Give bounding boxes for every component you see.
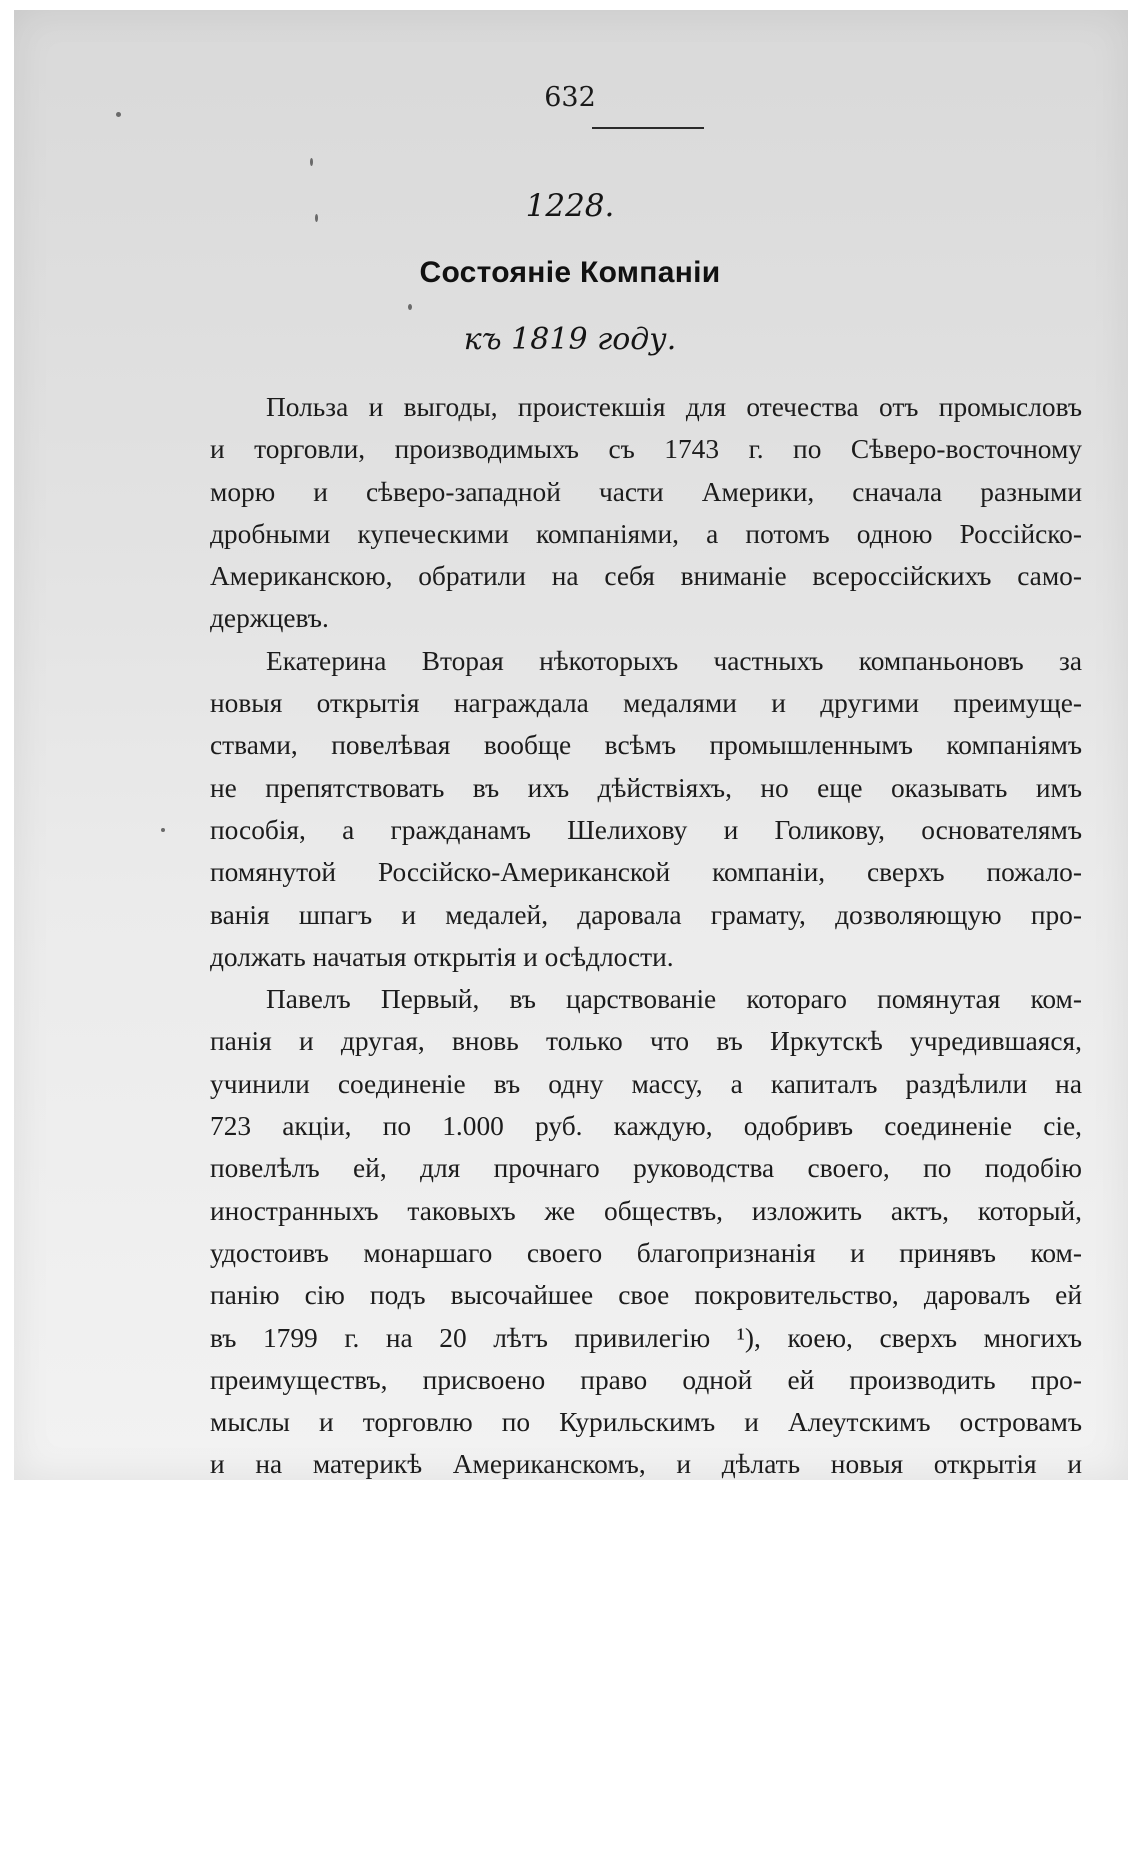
text-line: мыслы и торговлю по Курильскимъ и Алеутскимъ островамъ [210,1407,1082,1438]
body-text [210,386,1082,1486]
text-line: иностранныхъ таковыхъ же обществъ, изложить актъ, который, [210,1195,1082,1226]
text-line: Польза и выгоды, проистекшія для отечества отъ промысловъ [266,392,1082,422]
text-line: помянутой Россійско-Американской компаніи, сверхъ пожало- [210,857,1082,888]
text-line: ванія шпагъ и медалей, даровала грамату, дозволяющую про- [210,899,1082,930]
text-line: новыя открытія награждала медалями и другими преимуще- [210,688,1082,719]
text-line: въ 1799 г. на 20 лѣтъ привилегію ¹), коею, сверхъ многихъ [210,1322,1082,1353]
text-line: не препятствовать въ ихъ дѣйствіяхъ, но еще оказывать имъ [210,772,1082,803]
page-number: 632 [544,82,596,113]
text-line: 723 акціи, по 1.000 руб. каждую, одобривъ соединеніе сіе, [210,1111,1082,1142]
paragraph [210,978,1082,1486]
text-line: пособія, а гражданамъ Шелихову и Голикову, основателямъ [210,814,1082,845]
text-line: панія и другая, вновь только что въ Иркутскѣ учредившаяся, [210,1026,1082,1057]
scan-speck [408,304,412,310]
text-line: и торговли, производимыхъ съ 1743 г. по Сѣверо-восточному [210,434,1082,465]
text-line: морю и сѣверо-западной части Америки, сначала разными [210,476,1082,507]
text-line: должать начатыя открытія и осѣдлости. [210,941,674,972]
paragraph [210,386,1082,640]
text-line: дробными купеческими компаніями, а потомъ одною Россійско- [210,518,1082,549]
page-number-underline [592,127,704,129]
text-line: Екатерина Вторая нѣкоторыхъ частныхъ компаньоновъ за [266,645,1082,676]
text-line: и на материкѣ Американскомъ, и дѣлать новыя открытія и [210,1449,1082,1480]
text-line: преимуществъ, присвоено право одной ей производить про- [210,1364,1082,1395]
document-title: Состояніе Компаніи [419,256,721,289]
text-line: держцевъ. [210,603,329,634]
text-line: удостоивъ монаршаго своего благопризнанія и принявъ ком- [210,1237,1082,1268]
document-subtitle: къ 1819 году. [463,322,677,357]
text-line: учинили соединеніе въ одну массу, а капиталъ раздѣлили на [210,1068,1082,1099]
text-line: Американскою, обратили на себя вниманіе всероссійскихъ само- [210,561,1082,592]
text-line: повелѣлъ ей, для прочнаго руководства своего, по подобію [210,1153,1082,1184]
text-line: панію сію подъ высочайшее свое покровительство, даровалъ ей [210,1280,1082,1311]
text-line: Павелъ Первый, въ царствованіе котораго помянутая ком- [266,984,1082,1015]
paragraph [210,640,1082,978]
document-number: 1228. [525,188,615,224]
scan-speck [161,828,165,832]
text-line: ствами, повелѣвая вообще всѣмъ промышленнымъ компаніямъ [210,730,1082,761]
scan-speck [310,158,313,166]
